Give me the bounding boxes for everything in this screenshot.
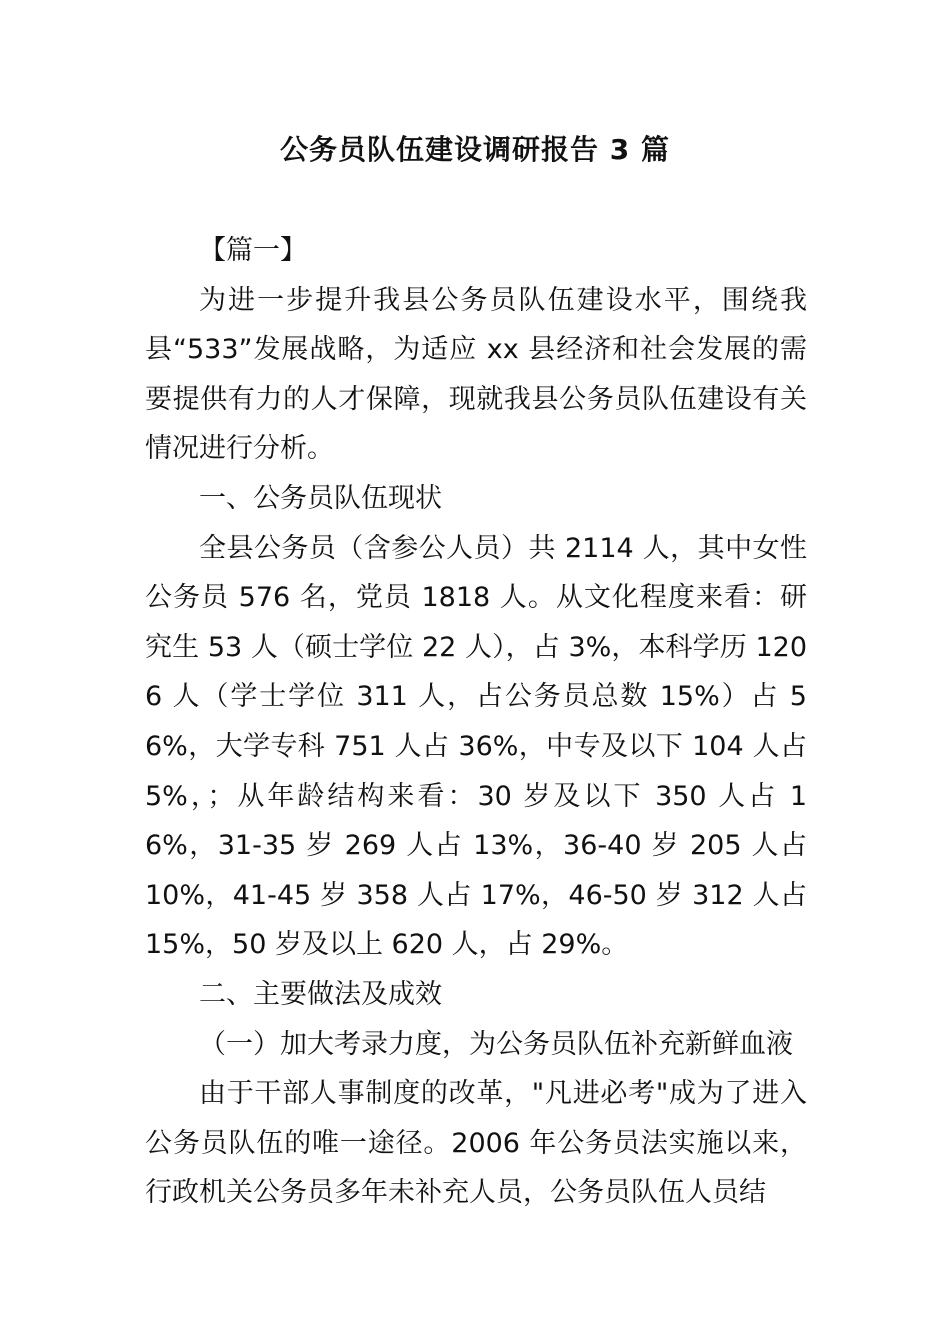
subsection-heading-recruitment: （一）加大考录力度，为公务员队伍补充新鲜血液 xyxy=(199,1028,793,1060)
document-title: 公务员队伍建设调研报告 3 篇 xyxy=(280,133,670,166)
section-heading-current-status: 一、公务员队伍现状 xyxy=(199,482,442,514)
document-body xyxy=(145,226,807,1218)
recruitment-paragraph: 由于干部人事制度的改革，"凡进必考"成为了进入公务员队伍的唯一途径。2006 年公务员法实施以来，行政机关公务员多年未补充人员，公务员队伍人员结 xyxy=(145,1078,807,1209)
status-statistics-paragraph: 全县公务员（含参公人员）共 2114 人，其中女性公务员 576 名，党员 1818 人。从文化程度来看：研究生 53 人（硕士学位 22 人），占 3%，本科学历 1206 人（学士学位 311 人，占公务员总数 15%）占 56%，大学专科 751 人占 36%，中专及以下 104 人占 5%，；从年龄结构来看：30 岁及以下 350 人占 16%，31-35 岁 269 人占 13%，36-40 岁 205 人占 10%，41-45 岁 358 人占 17%，46-50 岁 312 人占 15%，50 岁及以上 620 人，占 29%。 xyxy=(145,532,807,961)
section-heading-main-practices: 二、主要做法及成效 xyxy=(199,978,442,1010)
intro-paragraph: 为进一步提升我县公务员队伍建设水平，围绕我县“533”发展战略，为适应 xx 县经济和社会发展的需要提供有力的人才保障，现就我县公务员队伍建设有关情况进行分析。 xyxy=(145,284,807,465)
section-heading-part-one: 【篇一】 xyxy=(199,235,307,266)
